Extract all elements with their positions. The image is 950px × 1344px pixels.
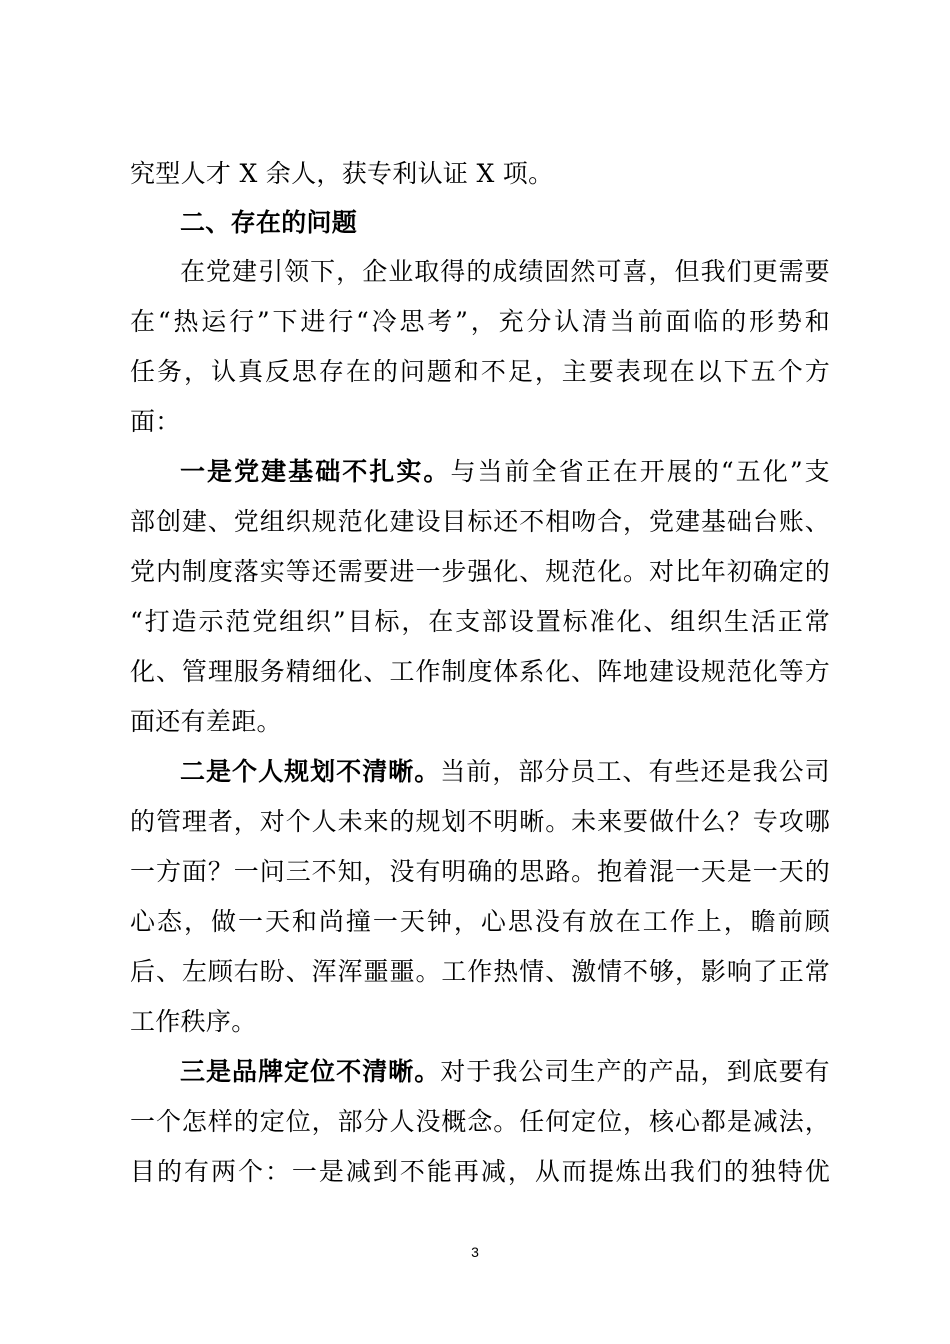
text-span: 与当前全省正在开展的“五化”支: [450, 457, 830, 486]
text-line: 的管理者，对个人未来的规划不明晰。未来要做什么？专攻哪: [130, 807, 830, 836]
text-line: 后、左顾右盼、浑浑噩噩。工作热情、激情不够，影响了正常: [130, 957, 830, 986]
text-line: 心态，做一天和尚撞一天钟，心思没有放在工作上，瞻前顾: [130, 907, 830, 936]
paragraph-lead-phrase: 二是个人规划不清晰。: [180, 757, 441, 786]
section-heading: 二、存在的问题: [180, 208, 358, 237]
text-line: 面还有差距。: [130, 707, 282, 736]
text-line: “打造示范党组织”目标，在支部设置标准化、组织生活正常: [130, 607, 830, 636]
paragraph-lead-phrase: 一是党建基础不扎实。: [180, 457, 451, 486]
text-line: 在党建引领下，企业取得的成绩固然可喜，但我们更需要: [180, 257, 830, 286]
text-line: 任务，认真反思存在的问题和不足，主要表现在以下五个方: [130, 357, 830, 386]
text-line: 面：: [130, 407, 181, 436]
text-line: 党内制度落实等还需要进一步强化、规范化。对比年初确定的: [130, 557, 830, 586]
text-line: 究型人才 X 余人，获专利认证 X 项。: [130, 159, 554, 188]
text-line: 工作秩序。: [130, 1007, 257, 1036]
page-number: 3: [471, 1244, 479, 1260]
paragraph-first-line: [180, 1056, 830, 1088]
text-line: 目的有两个：一是减到不能再减，从而提炼出我们的独特优: [130, 1157, 830, 1186]
text-line: 一个怎样的定位，部分人没概念。任何定位，核心都是减法，: [130, 1107, 830, 1136]
text-span: 当前，部分员工、有些还是我公司: [440, 757, 830, 786]
paragraph-first-line: [180, 756, 830, 788]
text-span: 对于我公司生产的产品，到底要有: [440, 1057, 830, 1086]
text-line: 化、管理服务精细化、工作制度体系化、阵地建设规范化等方: [130, 657, 830, 686]
text-line: 一方面？一问三不知，没有明确的思路。抱着混一天是一天的: [130, 857, 830, 886]
paragraph-lead-phrase: 三是品牌定位不清晰。: [180, 1057, 441, 1086]
paragraph-first-line: [180, 456, 830, 488]
text-line: 部创建、党组织规范化建设目标还不相吻合，党建基础台账、: [130, 507, 830, 536]
text-line: 在“热运行”下进行“冷思考”，充分认清当前面临的形势和: [130, 307, 830, 336]
